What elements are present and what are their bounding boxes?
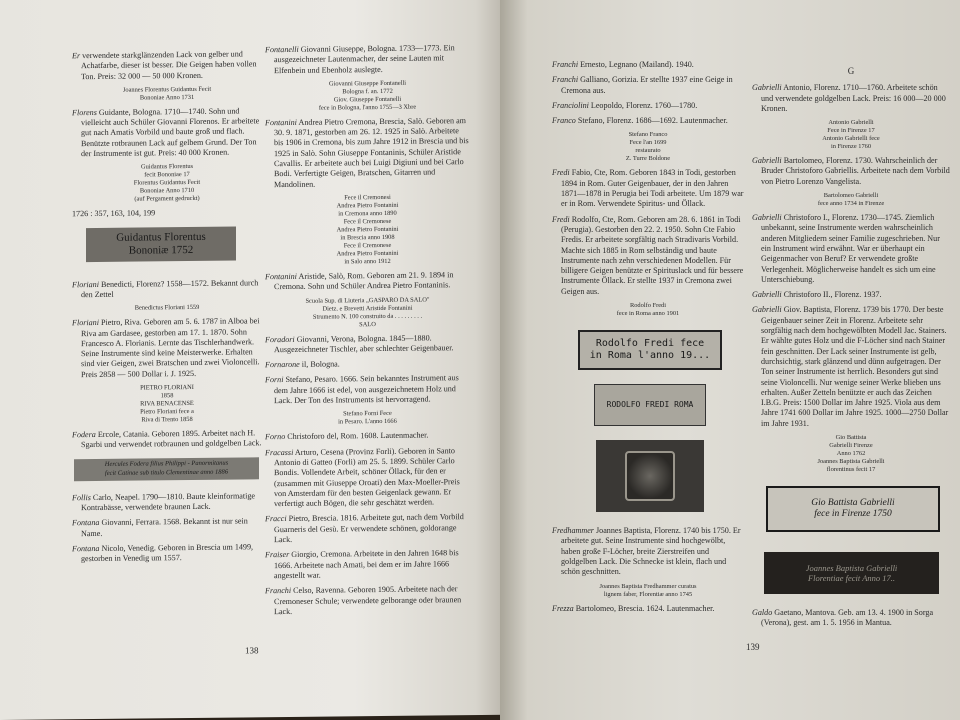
transcription-line: Gabrielli Firenze [829,442,873,450]
entry-paragraph: Fornarone il, Bologna. [265,359,340,370]
transcription-line: Andrea Pietro Fontanini [336,201,399,210]
entry-paragraph: Florens Guidante, Bologna. 1710—1740. Sohn und vielleicht auch Schüler Giovanni Florenos. Er arbeitete gut nach Amatis Vorbild und baute groß und flach. Benützte rotbraunen Lack auf gelbem Grund. Der Ton der Instrumente ist gut. Preis: 40 000 Kronen. [72,106,260,159]
label-text: Hercules Fodera filius Philippi - Panormitanus [104,459,229,469]
guidantus-label [86,226,236,262]
entry-paragraph: Fracassi Arturo, Cesena (Provinz Forli). Geboren in Santo Antonio di Gatteo (Forli) am 25. 5. 1899. Schüler Carlo Bondis. Vollendete Arbeit, schöner Öllack, für den er (zusammen mit Giuseppe Oroati) den Max-Moeller-Preis von Amsterdam für den besten Geigenlack gewann. Er verfertigt auch Bögen, die sehr geschätzt werden. [265,445,460,509]
label-text: in Roma l'anno 19... [589,350,711,362]
right-page-column-2 [752,66,950,634]
fodera-label [74,457,259,481]
entry-paragraph: Fontanelli Giovanni Giuseppe, Bologna. 1733—1773. Ein ausgezeichneter Lautenmacher, der seine Lauten mit Elfenbein und Ebenholz auslegte. [265,43,455,75]
transcription-line: Bononiae Anno 1710 [139,187,195,195]
entry-paragraph: Fontanini Aristide, Salò, Rom. Geboren am 21. 9. 1894 in Cremona. Sohn und Schüler Andrea Pietro Fontaninis. [265,270,454,292]
entry-paragraph: Gabrielli Giov. Baptista, Florenz. 1739 bis 1770. Der beste Geigenbauer seiner Zeit in Florenz. Arbeitete sehr sorgfältig nach dem hochgewölbten Modell Jac. Stainers. Er wählte gutes Holz und die F-Löcher sind nach Stainer fein geschnitten. Der Lack seiner Instrumente ist gelb, durchsichtig, stark glänzend und dünn aufgetragen. Der Ton seiner Instrumente ist herrlich. Besonders gut sind seine Violoncelli. Nur wenige seiner Werke blieben uns erhalten. Außer Zetteln benützte er auch das Zeichen I.B.G. Preis: 1500 Dollar im Jahre 1925. Viola aus dem Jahre 1741 600 Dollar im Jahre 1925. 1000—2750 Dollar im Jahre 1931. [752,305,949,428]
transcription-line: Fece il Cremonese [343,217,392,226]
transcription-line: Joannes Baptista Gabrielli [817,458,885,466]
transcription-line: Giovanni Giuseppe Fontanelli [328,79,407,88]
transcription-line: Guidantus Florentus [140,163,193,171]
transcription-line: Fece in Firenze 17 [827,127,875,135]
transcription-line: Bononiae Anno 1731 [139,93,195,102]
entry-paragraph: Forni Stefano, Pesaro. 1666. Sein bekanntes Instrument aus dem Jahre 1666 ist edel, von ausgezeichnetem Holz und Lack. Der Ton des Instruments ist hervorragend. [265,373,459,406]
transcription-line: Antonio Gabrielli [828,119,874,127]
page-number-left: 138 [245,645,259,656]
transcription-line: Giov. Giuseppe Fontanelli [333,95,402,104]
entry-paragraph: Franco Stefano, Florenz. 1686—1692. Lautenmacher. [552,116,728,126]
entry-paragraph: Gabrielli Bartolomeo, Florenz. 1730. Wahrscheinlich der Bruder Christoforo Gabriellis. Arbeitete nach dem Vorbild von Pietro Lorenzo Vangelista. [752,156,950,186]
label-text: fecit Catinae sub titulo Clementinae anno 1886 [104,468,229,477]
entry-paragraph: Floriani Pietro, Riva. Geboren am 5. 6. 1787 in Alboa bei Riva am Gardasee, gestorben am 17. 1. 1870. Sohn Francesco A. Florianis. Lernte das Tischlerhandwerk. Seine Instrumente sind keine Meisterwerke. Erhalten sind vier Geigen, zwei Bratschen und zwei Violoncelli. Preis 2858 — 500 Dollar i. J. 1925. [72,316,260,379]
transcription-line: in Brescia anno 1908 [340,233,395,242]
right-page [500,0,960,720]
transcription-line: Stefano Forni Fece [343,410,392,418]
section-letter: G [847,66,855,76]
transcription-line: Joannes Florentus Guidantus Fecit [122,85,212,94]
entry-paragraph: Gabrielli Christoforo I., Florenz. 1730—1745. Ziemlich unbekannt, seine Instrumente werden wahrscheinlich anderen Mitgliedern seiner Familie zugeschrieben. Nur ein Instrument wird erwähnt. War er überhaupt ein Geigenmacher von Beruf? Er verwendete großte Verlegenheit. Möglicherweise handelt es sich um eine Unterschiebung. [752,213,940,284]
transcription-line: fecit Bononiae 17 [144,171,190,179]
transcription-line: in Salo anno 1912 [344,257,391,266]
right-page-column-1 [552,60,744,619]
transcription-line: Scuola Sup. di Liuteria „GASPARO DA SALO" [305,296,430,305]
entry-paragraph: Franchi Galliano, Gorizia. Er stellte 1937 eine Geige in Cremona aus. [552,75,733,95]
label-transcription [72,383,262,425]
page-number-right: 139 [746,642,760,652]
transcription-line: Fece l'an 1699 [629,139,667,147]
transcription-line: Joannes Baptista Fredhammer curatus [599,582,697,590]
transcription-line: Bologna f. an. 1772 [342,87,393,96]
gabrielli-label-2 [764,552,939,594]
transcription-line: Bartolomeo Gabrielli [823,192,879,200]
entry-paragraph: Forno Christoforo del, Rom. 1608. Lautenmacher. [265,430,429,442]
fredi-label-1 [578,330,722,370]
transcription-line: SALO [359,320,376,328]
transcription-line: lignem faber, Florentiæ anno 1745 [603,590,693,598]
label-transcription [552,131,744,163]
entry-paragraph: Fracci Pietro, Brescia. 1816. Arbeitete gut, nach dem Vorbild Guarneris del Gesù. Er verwendete schönen, goldorange Lack. [265,512,464,545]
transcription-line: in Firenze 1760 [830,143,872,151]
transcription-line: PIETRO FLORIANI [140,384,194,392]
entry-paragraph: Er verwendete starkglänzenden Lack von gelber und Achatfarbe, dieser ist besser. Die Geigen haben vollen Ton. Preis: 32 000 — 50 000 Kronen. [72,49,257,81]
transcription-line: Gio Battista [835,434,867,442]
label-text: Rodolfo Fredi fece [595,338,705,350]
label-text: Bononiæ 1752 [128,243,194,257]
entry-paragraph: Follis Carlo, Neapel. 1790—1810. Baute kleinformatige Kontrabässe, verwendete braunen Lack. [72,490,255,513]
transcription-line: fece in Roma anno 1901 [616,310,680,318]
transcription-line: Andrea Pietro Fontanini [336,249,399,258]
transcription-line: Stefano Franco [628,131,668,139]
entry-paragraph: Floriani Benedicti, Florenz? 1558—1572. Bekannt durch den Zettel [72,277,259,300]
transcription-line: Andrea Pietro Fontanini [336,225,399,234]
label-transcription [552,583,744,599]
entry-paragraph: Frezza Bartolomeo, Brescia. 1624. Lautenmacher. [552,603,715,613]
label-transcription [752,434,950,474]
transcription-line: Antonio Gabrielli fece [822,135,880,143]
entry-paragraph: Gabrielli Christoforo II., Florenz. 1937. [752,290,882,300]
transcription-line: restaurato [635,147,661,155]
transcription-line: Riva di Trento 1858 [141,416,193,424]
label-transcription [265,193,470,267]
label-transcription [72,163,262,205]
transcription-line: 1858 [160,392,174,400]
transcription-line: in Cremona anno 1890 [338,209,397,218]
label-transcription [265,79,470,113]
label-transcription [265,409,470,427]
entry-paragraph: Galdo Gaetano, Mantova. Geb. am 13. 4. 1900 in Sorga (Verona), gest. am 1. 5. 1956 in Mantua. [752,608,934,628]
entry-paragraph: 1726 : 357, 163, 104, 199 [72,208,156,219]
entry-paragraph: Fodera Ercole, Catania. Geboren 1895. Arbeitet nach H. Sgarbi und verwendet rotbraunen und goldgelben Lack. [72,428,262,450]
entry-paragraph: Fredi Fabio, Cte, Rom. Geboren 1843 in Todi, gestorben 1894 in Rom. Guter Geigenbauer, der in den Jahren 1871—1878 in Perugia bei Todi arbeitete. Um 1879 war er in Rom. Verwendete Spiritus- und Öllack. [552,168,744,209]
entry-paragraph: Foradori Giovanni, Verona, Bologna. 1845—1880. Ausgezeichneter Tischler, aber schlechter Geigenbauer. [265,333,454,354]
label-transcription [72,304,262,314]
transcription-line: in Pesaro. L'anno 1666 [338,418,397,426]
label-text: Gio Battista Gabrielli [811,497,895,508]
transcription-line: Pietro Floriani fece a [140,408,194,416]
label-text: RODOLFO FREDI ROMA [606,400,694,410]
entry-paragraph: Fredi Rodolfo, Cte, Rom. Geboren am 28. 6. 1861 in Todi (Perugia). Gestorben den 22. 2. 1950. Sohn Cte Fabio Fredis. Er arbeitete sorgfältig nach Stradivaris Vorbild. Machte sich 1885 in Rom selbständig und baute Instrumente nach zehn verschiedenen Modellen. Für billigere Geigen benützte er Spirituslack und für bessere Instrumente Öllack. Er stellte 1937 in Cremona zwei Geigen aus. [552,214,744,296]
transcription-line: fece in Bologna, l'anno 1755—3 Xbre [318,103,417,112]
transcription-line: RIVA BENACENSE [140,400,194,408]
label-text: Florentiae fecit Anno 17.. [807,573,896,584]
label-transcription [265,296,470,330]
label-text: Joannes Baptista Gabrielli [805,562,898,573]
label-text: Guidantus Florentus [116,230,206,244]
transcription-line: Dietz. e Brevetti Aristide Fontanini [322,304,413,313]
label-transcription [752,119,950,151]
entry-paragraph: Fontana Nicolo, Venedig. Geboren in Brescia um 1499, gestorben in Venedig um 1557. [72,542,254,564]
entry-paragraph: Franchi Celso, Ravenna. Geboren 1905. Arbeitete nach der Cremoneser Schule; verwendete gelborange oder braunen Lack. [265,584,462,616]
transcription-line: Florentus Guidantus Fecit [133,179,201,187]
brand-stamp-mark [625,451,675,501]
gabrielli-label-1 [766,486,940,532]
transcription-line: florentinus fecit 17 [826,466,876,474]
entry-paragraph: Fontana Giovanni, Ferrara. 1568. Bekannt ist nur sein Name. [72,516,248,538]
transcription-line: fece anno 1734 in Firenze [817,200,885,208]
fredi-brand [596,440,704,512]
left-page-column-1 [72,49,262,569]
label-transcription [552,302,744,318]
transcription-line: Rodolfo Fredi [629,302,667,310]
entry-paragraph: Fredhammer Joannes Baptista, Florenz. 1740 bis 1750. Er arbeitete gut. Seine Instrumente sind hochgewölbt, haben große F-Löcher, breite Zierstreifen und goldgelben Lack. Die Schnecke ist klein, flach und schön geschnitten. [552,526,741,577]
entry-paragraph: Fraiser Giorgio, Cremona. Arbeitete in den Jahren 1648 bis 1666. Arbeitete nach Amati, bei dem er im Jahre 1666 angestellt war. [265,548,459,581]
entry-paragraph: Gabrielli Antonio, Florenz. 1710—1760. Arbeitete schön und verwendete goldgelben Lack. Preis: 16 000—20 000 Kronen. [752,83,946,113]
left-page-column-2 [265,43,470,622]
transcription-line: (auf Pergament gedruckt) [134,195,200,203]
entry-paragraph: Franchi Ernesto, Legnano (Mailand). 1940. [552,60,694,69]
entry-paragraph: Franciolini Leopoldo, Florenz. 1760—1780. [552,100,698,110]
transcription-line: Fece il Cremonese [343,241,392,250]
transcription-line: Z. Turre Boldone [625,155,671,163]
label-transcription [752,192,950,208]
fredi-label-2 [594,384,706,426]
transcription-line: Benedictus Floriani 1559 [134,304,200,312]
label-transcription [72,85,262,103]
entry-paragraph: Fontanini Andrea Pietro Cremona, Brescia, Salò. Geboren am 30. 9. 1871, gestorben am 26. 12. 1925 in Salò. Arbeitete bis 1906 in Cremona, bis zum Jahre 1912 in Brescia und bis 1925 in Salò. Sohn Giuseppe Fontaninis, Schüler Aristide Cavallis. Er arbeitete auch bei Luigi Digiuni und bei Carlo Bodi. Verfertigte Geigen, Bratschen, Gitarren und Mandolinen. [265,116,469,189]
label-text: fece in Firenze 1750 [814,509,892,520]
transcription-line: Strumento N. 100 construito da . . . . . . . . . [312,312,423,321]
transcription-line: Fece il Cremonesi [344,193,391,202]
transcription-line: Anno 1762 [836,450,866,458]
